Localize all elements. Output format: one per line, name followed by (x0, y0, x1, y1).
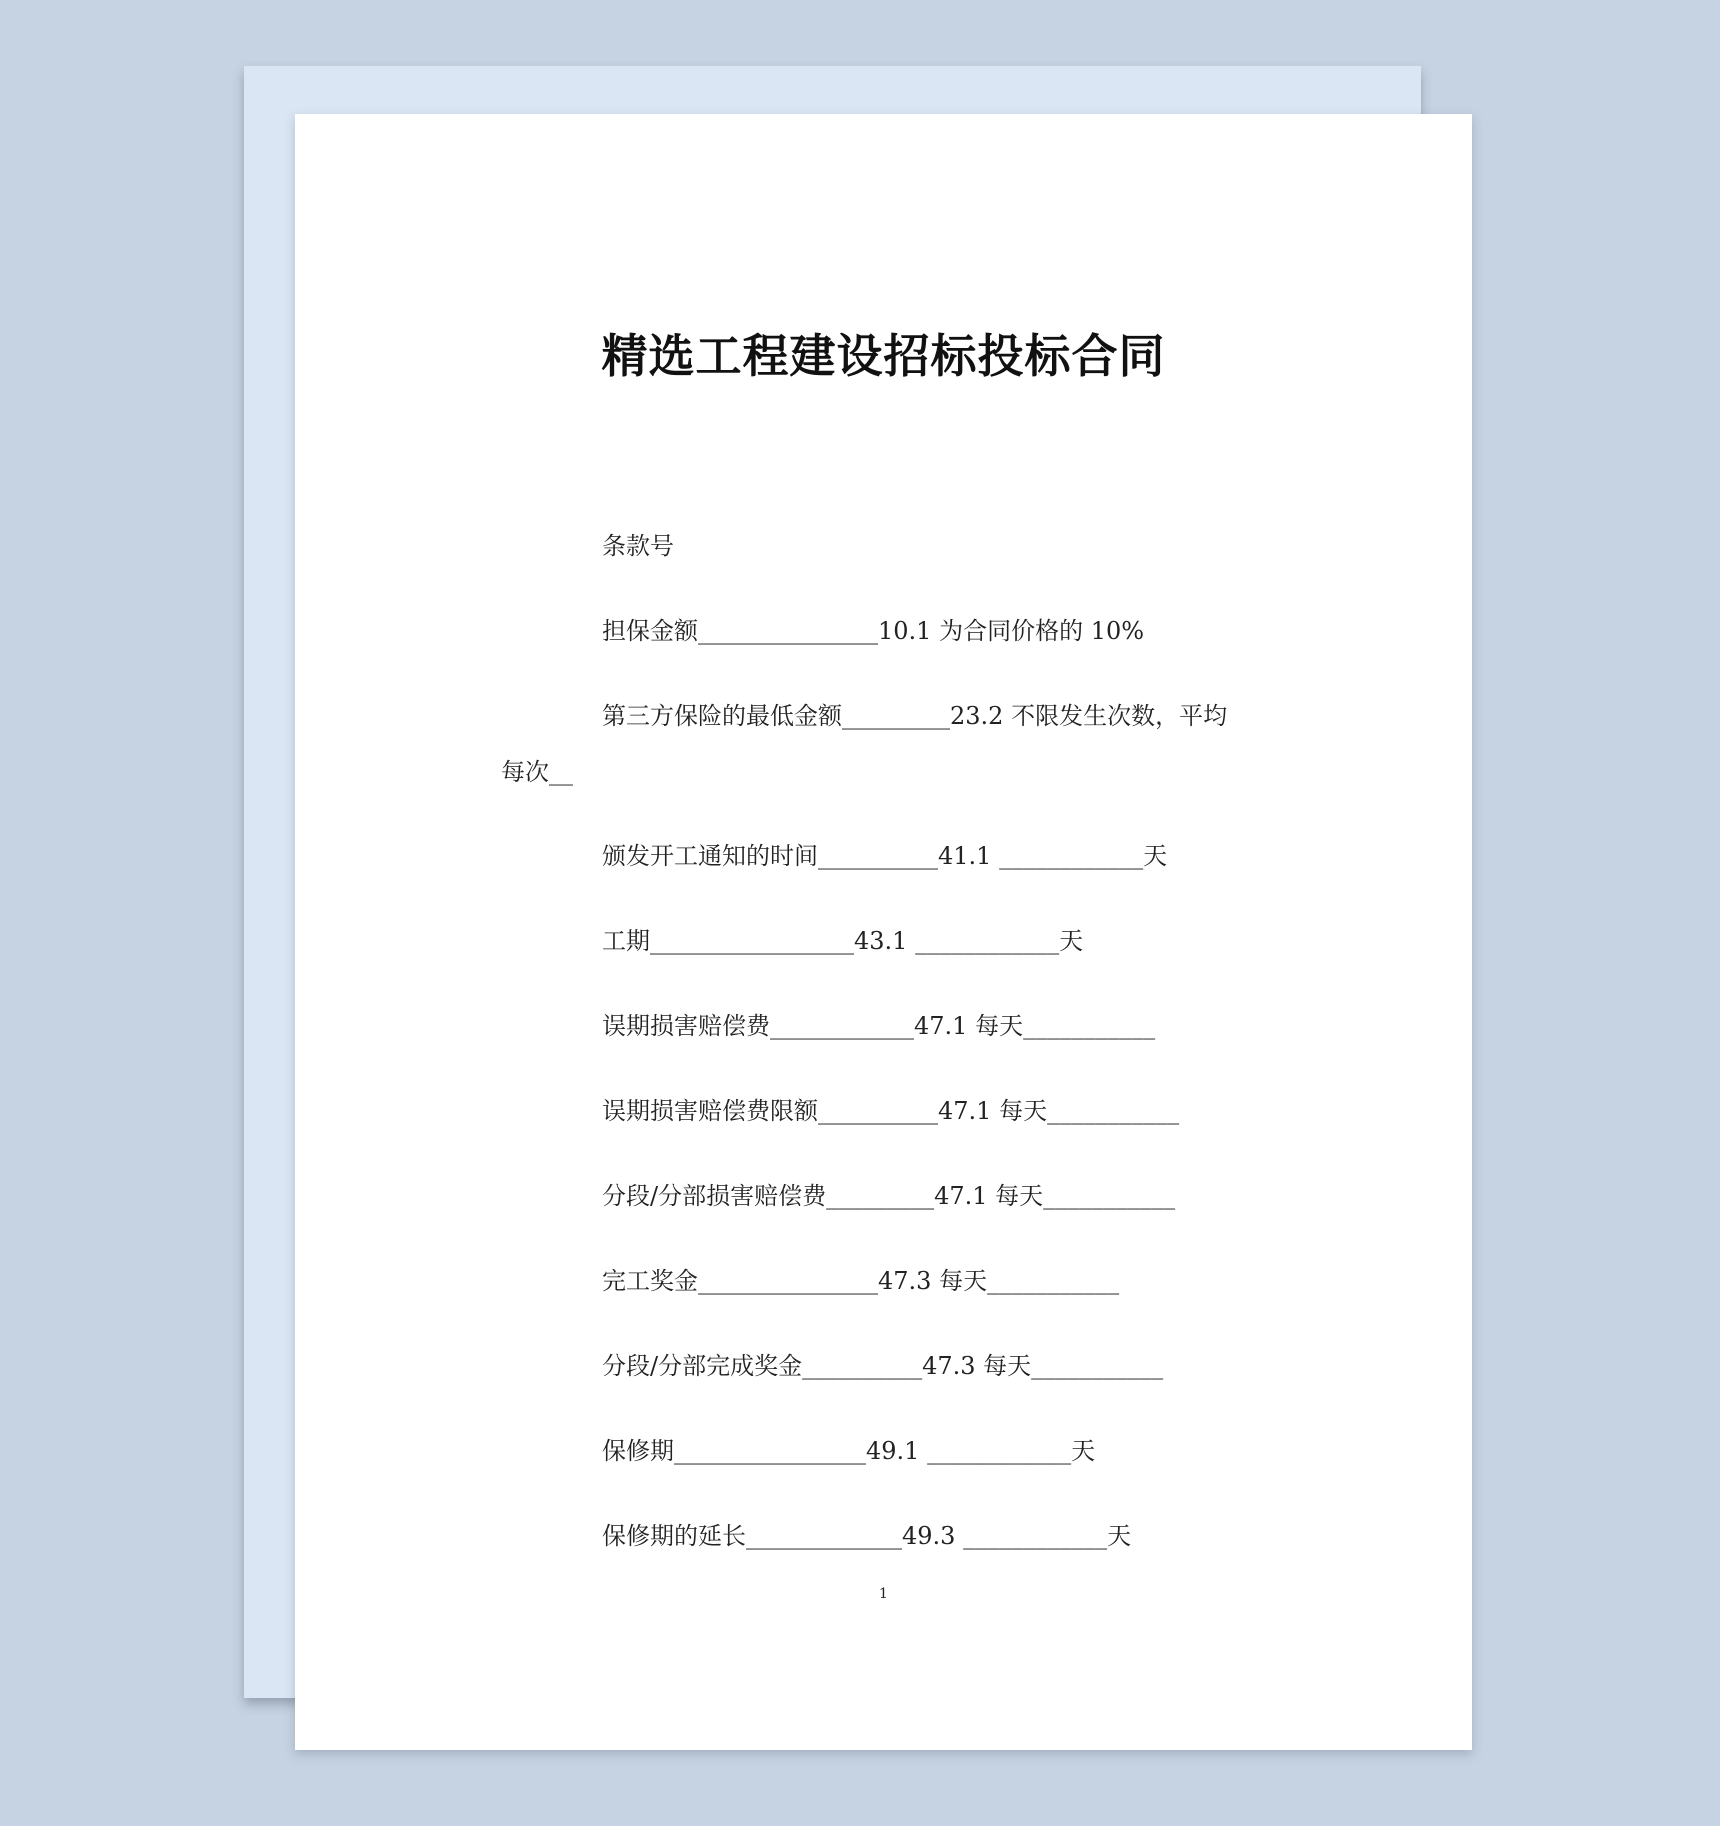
clause-line-continuation: 每次__ (501, 758, 573, 786)
document-page (295, 114, 1472, 1750)
clause-line: 担保金额_______________10.1 为合同价格的 10% (602, 617, 1145, 645)
clause-line: 分段/分部完成奖金__________47.3 每天___________ (602, 1352, 1164, 1380)
page-number: 1 (879, 1586, 888, 1602)
clause-line: 工期_________________43.1 ____________天 (602, 927, 1084, 955)
clause-line: 分段/分部损害赔偿费_________47.1 每天___________ (602, 1182, 1176, 1210)
clause-line: 完工奖金_______________47.3 每天___________ (602, 1267, 1120, 1295)
clause-line: 颁发开工通知的时间__________41.1 ____________天 (602, 842, 1168, 870)
clause-line: 第三方保险的最低金额_________23.2 不限发生次数，平均 (602, 702, 1228, 730)
clause-line: 误期损害赔偿费限额__________47.1 每天___________ (602, 1097, 1180, 1125)
document-title: 精选工程建设招标投标合同 (601, 329, 1166, 383)
clause-header: 条款号 (602, 532, 674, 560)
clause-line: 保修期________________49.1 ____________天 (602, 1437, 1096, 1465)
clause-line: 误期损害赔偿费____________47.1 每天___________ (602, 1012, 1156, 1040)
clause-line: 保修期的延长_____________49.3 ____________天 (602, 1522, 1132, 1550)
